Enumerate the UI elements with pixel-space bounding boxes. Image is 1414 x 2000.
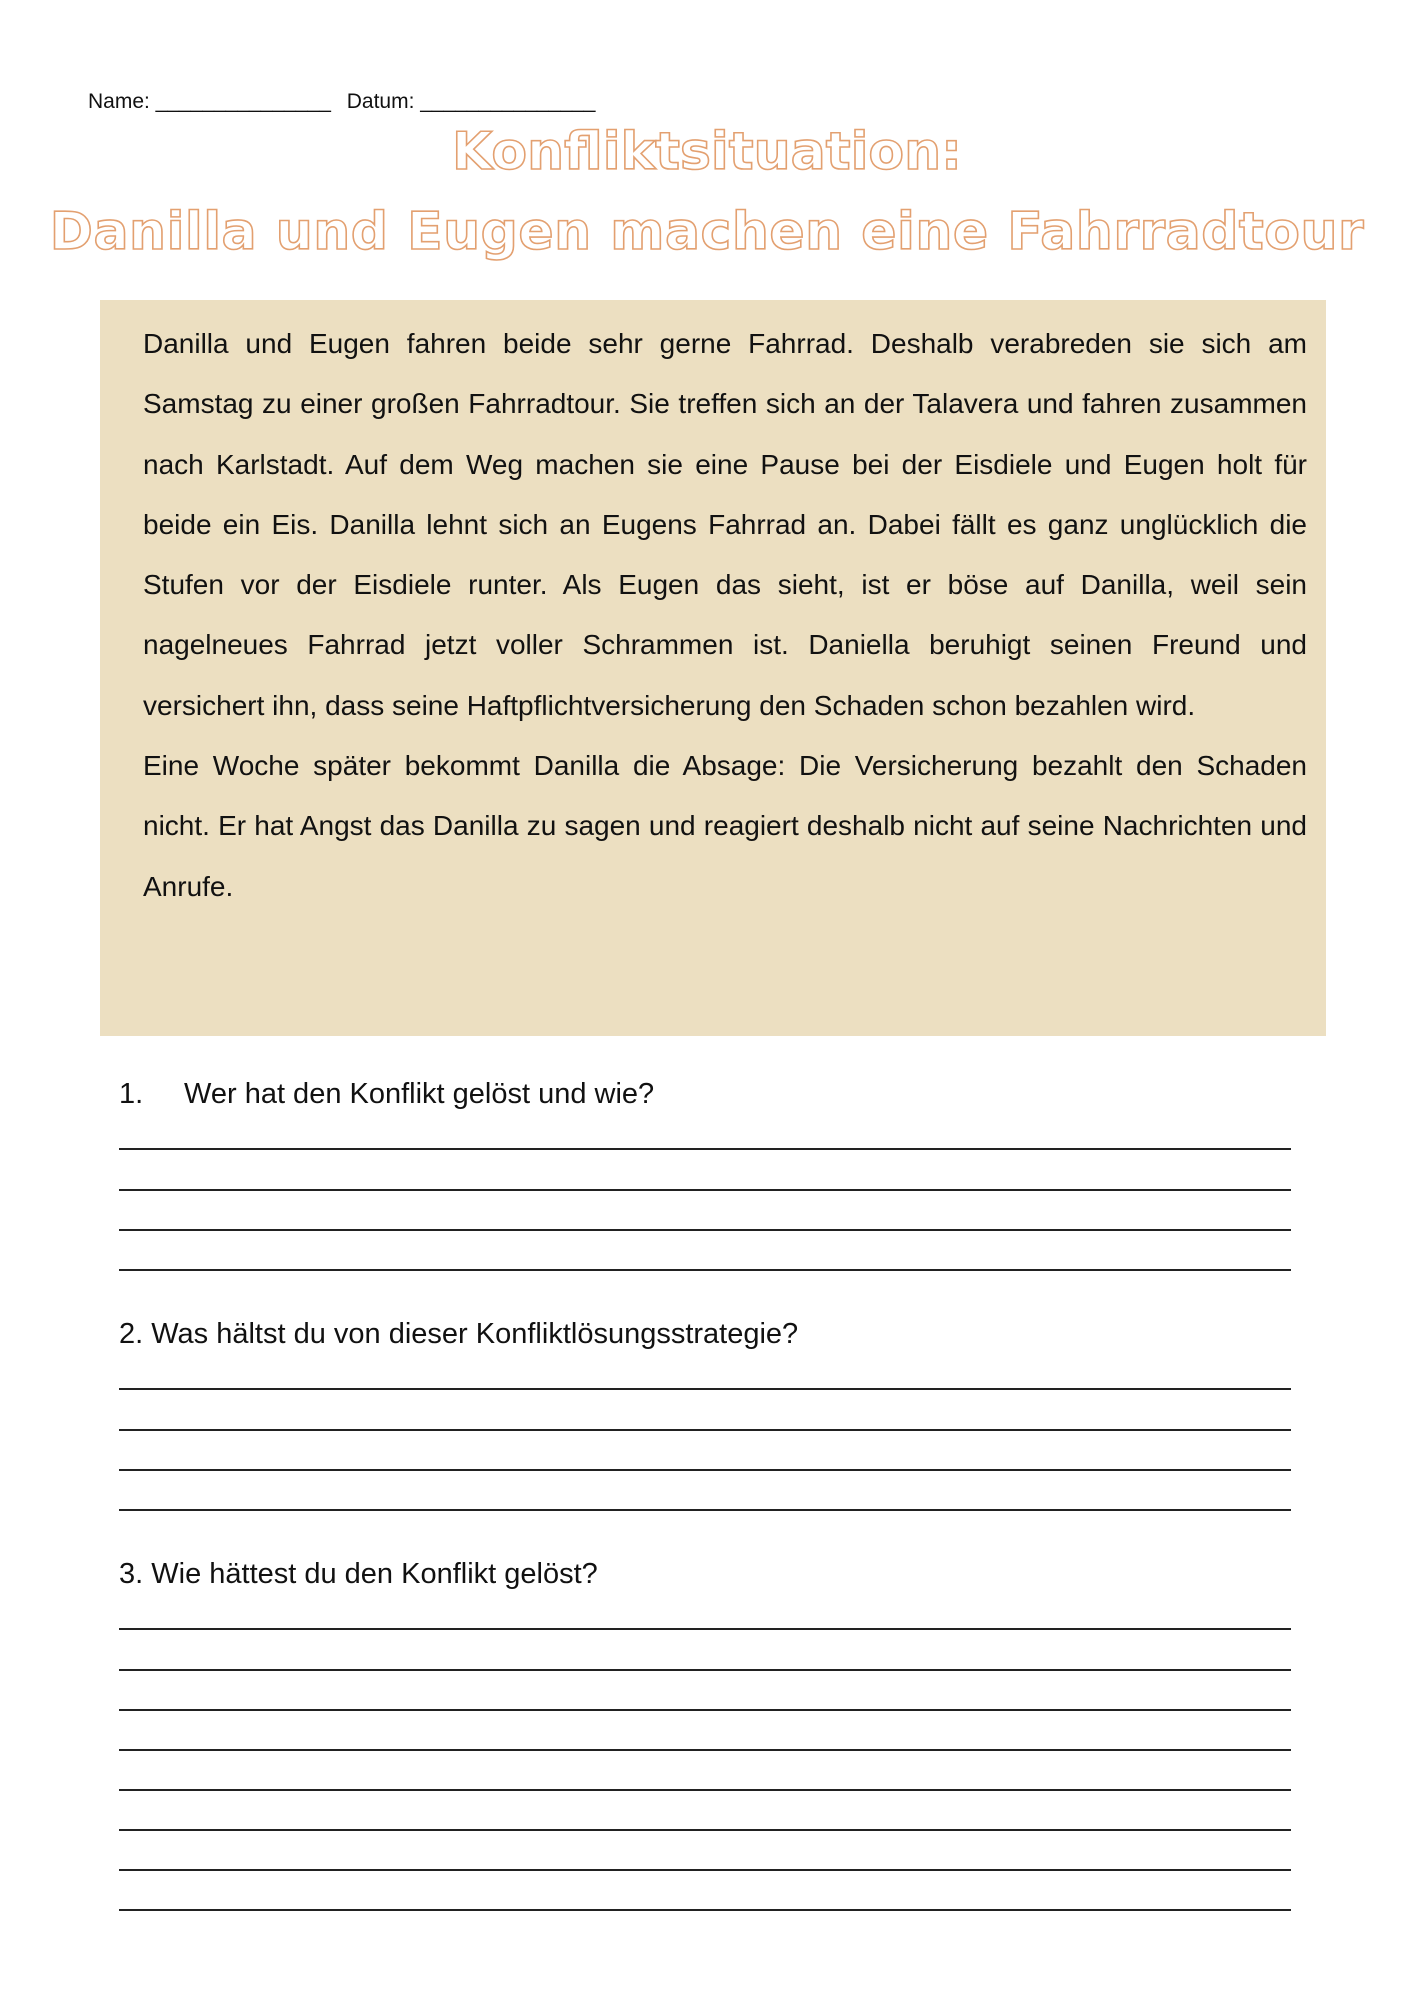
question-2-text: Was hältst du von dieser Konfliktlösungsstrategie? bbox=[151, 1318, 799, 1350]
answer-line[interactable] bbox=[119, 1909, 1291, 1911]
answer-line[interactable] bbox=[119, 1388, 1291, 1390]
answer-line[interactable] bbox=[119, 1628, 1291, 1630]
answer-line[interactable] bbox=[119, 1869, 1291, 1871]
answer-line[interactable] bbox=[119, 1189, 1291, 1191]
question-1-text: Wer hat den Konflikt gelöst und wie? bbox=[184, 1078, 655, 1110]
date-field[interactable]: Datum: _______________ bbox=[346, 90, 596, 113]
question-2-number: 2. bbox=[119, 1318, 144, 1350]
question-1-number: 1. bbox=[119, 1078, 144, 1110]
answer-line[interactable] bbox=[119, 1709, 1291, 1711]
answer-line[interactable] bbox=[119, 1749, 1291, 1751]
answer-line[interactable] bbox=[119, 1469, 1291, 1471]
answer-line[interactable] bbox=[119, 1829, 1291, 1831]
question-1 bbox=[119, 1078, 654, 1111]
story-text bbox=[143, 314, 1307, 917]
answer-line[interactable] bbox=[119, 1509, 1291, 1511]
question-3-number: 3. bbox=[119, 1558, 144, 1590]
answer-line[interactable] bbox=[119, 1429, 1291, 1431]
title-line-1: Konfliktsituation: bbox=[452, 122, 962, 182]
question-3 bbox=[119, 1558, 598, 1591]
name-field[interactable]: Name: _______________ bbox=[88, 90, 331, 113]
title-line-2: Danilla und Eugen machen eine Fahrradtour bbox=[49, 202, 1365, 262]
answer-line[interactable] bbox=[119, 1669, 1291, 1671]
story-paragraph-2: Eine Woche später bekommt Danilla die Absage: Die Versicherung bezahlt den Schaden nicht. Er hat Angst das Danilla zu sagen und reagiert deshalb nicht auf seine Nachrichten und Anrufe. bbox=[143, 750, 1307, 902]
answer-line[interactable] bbox=[119, 1269, 1291, 1271]
question-3-text: Wie hättest du den Konflikt gelöst? bbox=[151, 1558, 598, 1590]
header-fields bbox=[88, 90, 595, 114]
answer-line[interactable] bbox=[119, 1789, 1291, 1791]
answer-line[interactable] bbox=[119, 1229, 1291, 1231]
story-paragraph-1: Danilla und Eugen fahren beide sehr gerne Fahrrad. Deshalb verabreden sie sich am Samstag zu einer großen Fahrradtour. Sie treffen sich an der Talavera und fahren zusammen nach Karlstadt. Auf dem Weg machen sie eine Pause bei der Eisdiele und Eugen holt für beide ein Eis. Danilla lehnt sich an Eugens Fahrrad an. Dabei fällt es ganz unglücklich die Stufen vor der Eisdiele runter. Als Eugen das sieht, ist er böse auf Danilla, weil sein nagelneues Fahrrad jetzt voller Schrammen ist. Daniella beruhigt seinen Freund und versichert ihn, dass seine Haftpflichtversicherung den Schaden schon bezahlen wird. bbox=[143, 328, 1307, 721]
question-2 bbox=[119, 1318, 798, 1351]
answer-line[interactable] bbox=[119, 1148, 1291, 1150]
